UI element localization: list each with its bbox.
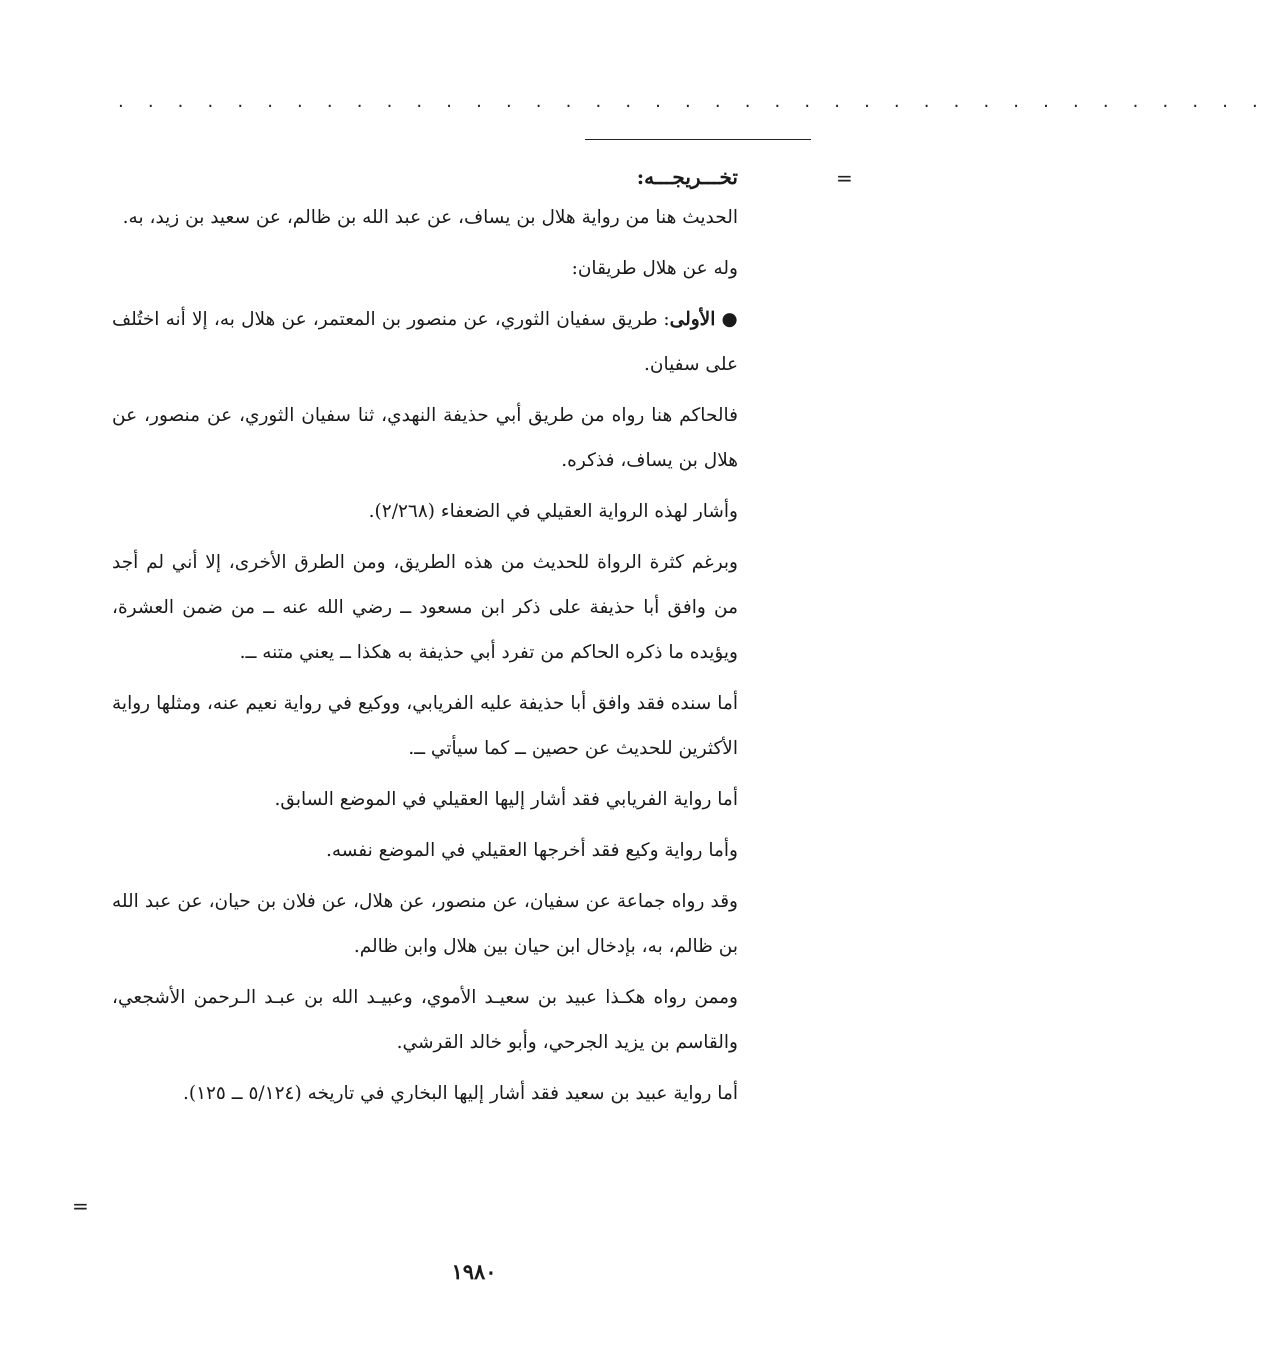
bullet-label: الأولى: [669, 309, 716, 330]
paragraph-5: وأشار لهذه الرواية العقيلي في الضعفاء (٢/٢٦٨).: [368, 501, 738, 522]
paragraph-3: [112, 297, 738, 387]
page-number: ١٩٨٠: [451, 1259, 497, 1284]
page-body: [112, 155, 738, 1122]
paragraph-10: وقد رواه جماعة عن سفيان، عن منصور، عن هلال، عن فلان بن حيان، عن عبد الله بن ظالم، به، بإدخال ابن حيان بين هلال وابن ظالم.: [112, 891, 738, 957]
paragraph-12: أما رواية عبيد بن سعيد فقد أشار إليها البخاري في تاريخه (٥/١٢٤ ــ ١٢٥).: [182, 1083, 738, 1104]
paragraph-8: أما رواية الفريابي فقد أشار إليها العقيلي في الموضع السابق.: [274, 789, 738, 810]
paragraph-11: وممن رواه هكـذا عبيد بن سعيـد الأموي، وعبيـد الله بن عبـد الـرحمن الأشجعي، والقاسم بن يزيد الجرحي، وأبو خالد القرشي.: [112, 987, 738, 1053]
paragraph-7: أما سنده فقد وافق أبا حذيفة عليه الفريابي، ووكيع في رواية نعيم عنه، ومثلها رواية الأكثرين للحديث عن حصين ــ كما سيأتي ــ.: [112, 693, 738, 759]
paragraph-9: وأما رواية وكيع فقد أخرجها العقيلي في الموضع نفسه.: [325, 840, 738, 861]
separator-dots: . . . . . . . . . . . . . . . . . . . . . . . . . . . . . . . . . . . . . . .: [118, 91, 1267, 112]
paragraph-1: الحديث هنا من رواية هلال بن يساف، عن عبد الله بن ظالم، عن سعيد بن زيد، به.: [122, 207, 738, 228]
bullet-text: : طريق سفيان الثوري، عن منصور بن المعتمر، عن هلال به، إلا أنه اختُلف على سفيان.: [112, 309, 738, 375]
margin-mark-top: =: [836, 166, 853, 190]
paragraph-4: فالحاكم هنا رواه من طريق أبي حذيفة النهدي، ثنا سفيان الثوري، عن منصور، عن هلال بن يساف، فذكره.: [112, 405, 738, 471]
bullet-icon: ●: [721, 309, 738, 330]
footnote-rule: [585, 139, 811, 140]
margin-mark-bottom: =: [72, 1194, 89, 1218]
paragraph-2: وله عن هلال طريقان:: [571, 258, 738, 279]
section-heading: تخـــريجـــه:: [636, 165, 738, 189]
paragraph-6: وبرغم كثرة الرواة للحديث من هذه الطريق، ومن الطرق الأخرى، إلا أني لم أجد من وافق أبا حذيفة على ذكر ابن مسعود ــ رضي الله عنه ــ من ضمن العشرة، ويؤيده ما ذكره الحاكم من تفرد أبي حذيفة به هكذا ــ يعني متنه ــ.: [112, 552, 738, 663]
